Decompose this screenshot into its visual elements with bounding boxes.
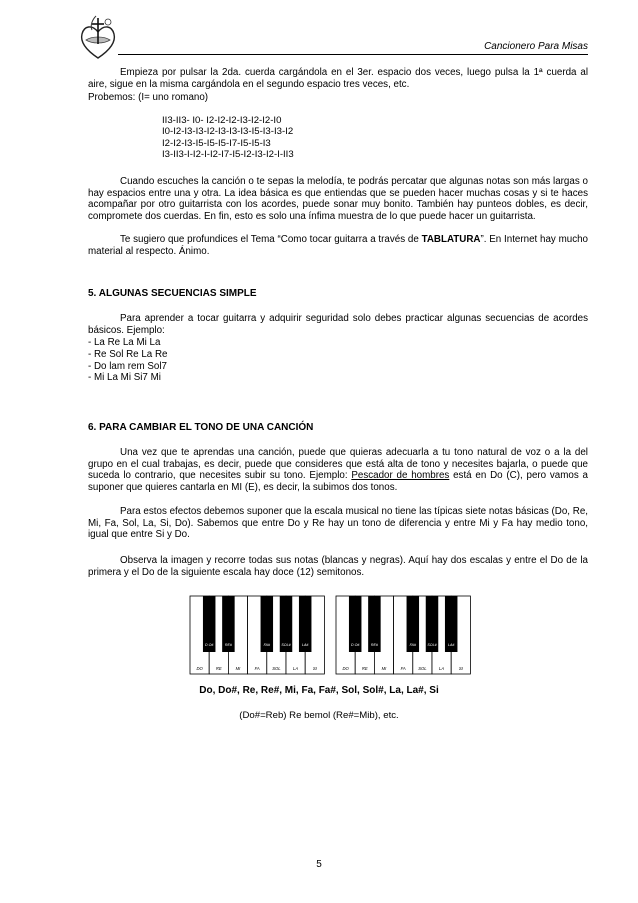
white-key-label: SI [458, 666, 463, 671]
white-key-label: FA [254, 666, 260, 671]
white-key-label: RE [361, 666, 368, 671]
church-logo [78, 14, 118, 60]
piano-keyboard-diagram [186, 594, 476, 676]
white-key-label: MI [235, 666, 241, 671]
section-6-paragraph-2: Para estos efectos debemos suponer que la escala musical no tiene las típicas siete notas básicas (Do, Re, Mi, Fa, Sol, La, Si, Do). Sabemos que entre Do y Re hay un tono de diferencia y entre Mi y Fa hay medio tono, igual que entre Si y Do. [88, 506, 588, 541]
tab-line: I3-II3-I-I2-I-I2-I7-I5-I2-I3-I2-I-II3 [162, 149, 294, 161]
tablatura-emphasis: TABLATURA [421, 234, 481, 245]
intro-paragraph: Empieza por pulsar la 2da. cuerda cargándola en el 3er. espacio dos veces, luego pulsa la 1ª cuerda al aire, sigue en la misma cargándola en el segundo espacio tres veces, etc. [88, 67, 588, 90]
tab-line: I0-I2-I3-I3-I2-I3-I3-I3-I5-I3-I3-I2 [162, 126, 294, 138]
tab-line: II3-II3- I0- I2-I2-I2-I3-I2-I2-I0 [162, 115, 282, 126]
black-key-label: FA# [263, 643, 270, 647]
black-key-label: FA# [409, 643, 416, 647]
chromatic-notes-line: Do, Do#, Re, Re#, Mi, Fa, Fa#, Sol, Sol#, La, La#, Si [199, 685, 439, 696]
list-item: - La Re La Mi La [88, 337, 161, 348]
white-key-label: SOL [272, 666, 281, 671]
black-key-label: D O# [205, 643, 214, 647]
white-key-label: SOL [418, 666, 427, 671]
list-item: - Re Sol Re La Re [88, 348, 168, 360]
tablature-block [162, 115, 294, 161]
white-key-label: LA [293, 666, 299, 671]
section-5-paragraph: Para aprender a tocar guitarra y adquirir seguridad solo debes practicar algunas secuencias de acordes básicos. Ejemplo: [88, 313, 588, 336]
chord-sequence-list [88, 337, 168, 384]
header-title: Cancionero Para Misas [484, 41, 588, 52]
white-key-label: SI [312, 666, 317, 671]
section-6-paragraph-3: Observa la imagen y recorre todas sus notas (blancas y negras). Aquí hay dos escalas y entre el Do de la primera y el Do de la siguiente escala hay doce (12) semitonos. [88, 555, 588, 578]
list-item: - Do lam rem Sol7 [88, 360, 167, 372]
page-number: 5 [316, 859, 322, 870]
section-5-heading: 5. ALGUNAS SECUENCIAS SIMPLE [88, 288, 257, 299]
list-item: - Mi La Mi Si7 Mi [88, 372, 161, 384]
black-key-label: SOL# [427, 643, 437, 647]
white-key-label: RE [215, 666, 222, 671]
song-title-link[interactable]: Pescador de hombres [351, 470, 450, 482]
black-key-label: SOL# [281, 643, 291, 647]
tablature-tip-paragraph: Te sugiero que profundices el Tema “Como tocar guitarra a través de TABLATURA”. En Internet hay mucho material al respecto. Ánimo. [88, 234, 588, 257]
intro-try-line: Probemos: (I= uno romano) [88, 92, 209, 103]
white-key-label: DO [342, 666, 349, 671]
black-key-label: LA# [301, 643, 309, 647]
tab-line: I2-I2-I3-I5-I5-I5-I7-I5-I5-I3 [162, 137, 271, 149]
melody-paragraph: Cuando escuches la canción o te sepas la melodía, te podrás percatar que algunas notas son más largas o hay espacios entre una y otra. La idea básica es que entiendas que se pueden hacer muchas cosas y si te haces acompañar por otro guitarrista con los acordes, puede sonar muy bonito. También hay punteos dobles, es decir, compromete dos cuerdas. En fin, esto es solo una ínfima muestra de lo que puede hacer un guitarrista. [88, 176, 588, 222]
section-6-paragraph-1: Una vez que te aprendas una canción, puede que quieras adecuarla a tu tono natural de voz o a la del grupo en el cual trabajas, es decir, puede que consideres que está alta de tono y necesites bajarla, o puede que suceda lo contrario, que necesites subir su tono. Ejemplo: Pescador de hombres está en Do (C), pero vamos a suponer que quieres cantarla en MI (E), es decir, la subimos dos tonos. [88, 447, 588, 493]
black-key-label: D O# [351, 643, 360, 647]
section-6-heading: 6. PARA CAMBIAR EL TONO DE UNA CANCIÓN [88, 422, 314, 433]
header-rule [118, 54, 588, 55]
black-key-label: LA# [447, 643, 455, 647]
black-key-label: RE# [224, 643, 232, 647]
enharmonic-note-line: (Do#=Reb) Re bemol (Re#=Mib), etc. [239, 710, 399, 721]
white-key-label: FA [400, 666, 406, 671]
black-key-label: RE# [370, 643, 378, 647]
white-key-label: MI [381, 666, 387, 671]
white-key-label: LA [439, 666, 445, 671]
white-key-label: DO [196, 666, 203, 671]
